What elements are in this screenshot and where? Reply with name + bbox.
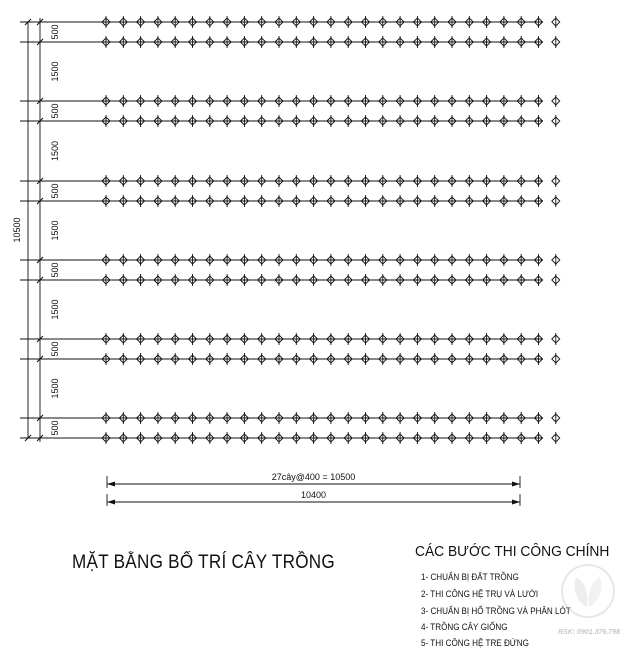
step-item: 2- THI CÔNG HỆ TRỤ VÀ LƯỚI — [421, 589, 539, 599]
plant-symbol-icon — [552, 333, 560, 345]
dimension-label-500: 500 — [50, 420, 60, 436]
drawing-title: MẶT BẰNG BỐ TRÍ CÂY TRỒNG — [72, 552, 335, 573]
plant-symbol-icon — [552, 432, 560, 444]
plant-symbol-icon — [552, 274, 560, 286]
plant-symbol-icon — [552, 16, 560, 28]
vertical-dimensions — [12, 18, 60, 442]
arrow-left-icon — [107, 500, 115, 505]
dimension-label-500: 500 — [50, 341, 60, 357]
arrow-right-icon — [512, 482, 520, 487]
dimension-label-500: 500 — [50, 24, 60, 40]
plant-symbol-icon — [552, 254, 560, 266]
steps-heading: CÁC BƯỚC THI CÔNG CHÍNH — [415, 543, 610, 560]
step-item: 5- THI CÔNG HỆ TRE ĐỨNG — [421, 638, 529, 648]
dimension-label-500: 500 — [50, 262, 60, 278]
step-item: 3- CHUẨN BỊ HỐ TRỒNG VÀ PHÂN LÓT — [421, 606, 571, 616]
total-height-label: 10500 — [12, 217, 22, 243]
leaf-logo-icon — [560, 563, 616, 619]
arrow-right-icon — [512, 500, 520, 505]
dimension-label-1500: 1500 — [50, 140, 60, 162]
watermark-text: RSK: 0901.376.798 — [558, 629, 620, 636]
dimension-label-500: 500 — [50, 183, 60, 199]
dimension-label-1500: 1500 — [50, 299, 60, 320]
step-item: 1- CHUẨN BỊ ĐẤT TRỒNG — [421, 572, 519, 582]
horizontal-dimensions — [107, 472, 520, 506]
dimension-label-500: 500 — [50, 103, 60, 119]
plant-symbol-icon — [552, 195, 560, 207]
dimension-label-1500: 1500 — [50, 378, 60, 399]
plant-symbol-icon — [552, 175, 560, 187]
plant-symbol-icon — [552, 115, 560, 127]
plant-symbol-icon — [552, 95, 560, 107]
dimension-label-1500: 1500 — [50, 220, 60, 241]
arrow-left-icon — [107, 482, 115, 487]
step-item: 4- TRỒNG CÂY GIỐNG — [421, 622, 508, 632]
plant-spacing-dimension-label: 27cây@400 = 10500 — [271, 472, 356, 482]
plant-symbol-icon — [552, 353, 560, 365]
plant-symbol-icon — [552, 36, 560, 48]
total-length-dimension-label: 10400 — [300, 490, 327, 500]
planting-rows — [20, 16, 560, 444]
dimension-label-1500: 1500 — [50, 61, 60, 82]
plant-symbol-icon — [552, 412, 560, 424]
